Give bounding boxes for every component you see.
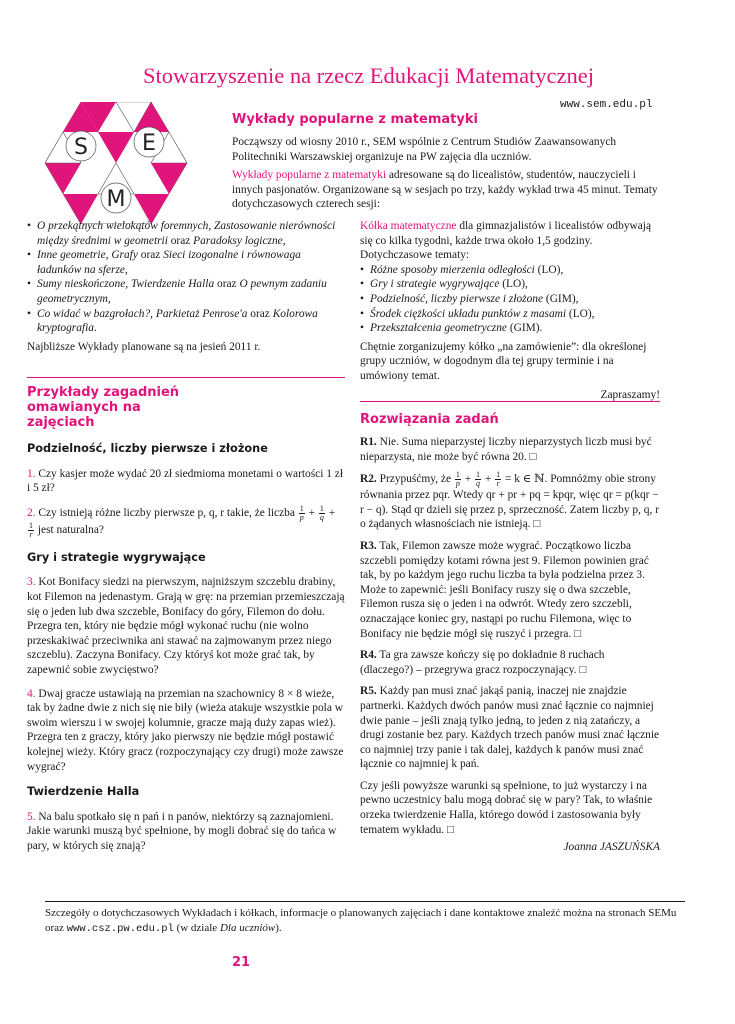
fraction-1-over-p: $\frac{1}{p}$: [299, 503, 304, 522]
footnote: Szczegóły o dotychczasowych Wykładach i kółkach, informacje o planowanych zajęciach i dane kontaktowe znaleźć można na stronach SEMu oraz www.csz.pw.edu.pl (w dziale Dla uczniów).: [45, 907, 677, 935]
session-item: • O przekątnych wielokątów foremnych, Zastosowanie nierówności między średnimi w geometrii oraz Paradoksy logiczne,: [27, 219, 345, 248]
solutions-heading: Rozwiązania zadań: [360, 412, 499, 427]
sem-url[interactable]: www.sem.edu.pl: [560, 99, 653, 111]
csz-url[interactable]: www.csz.pw.edu.pl: [66, 923, 174, 935]
solution-5: R5. Każdy pan musi znać jakąś panią, inaczej nie znajdzie partnerki. Każdych dwóch panów musi znać łącznie co najmniej dwie panie – jeśli znają tylko jedną, to jeden z nią zatańczy, a drugi zostanie bez pary. Każdych trzech panów musi znać łącznie co najmniej trzy panie i tak dalej, każdych k panów musi znać łącznie co najmniej k pań.: [360, 685, 660, 771]
topic-item: • Podzielność, liczby pierwsze i złożone (GIM),: [360, 292, 660, 307]
fraction-1-over-q: $\frac{1}{q}$: [319, 503, 324, 522]
lecture-sessions: [27, 219, 345, 354]
intro: [232, 135, 660, 216]
author: Joanna JASZUŃSKA: [563, 841, 660, 854]
fraction-1-over-r: $\frac{1}{r}$: [29, 520, 33, 539]
session-list: [27, 219, 345, 336]
logo-letter-e: E: [142, 131, 156, 156]
circles-link[interactable]: Kółka matematyczne: [360, 220, 457, 232]
divider-right: [360, 401, 660, 402]
topic-games: Gry i strategie wygrywające: [27, 550, 206, 564]
session-item: • Co widać w bazgrołach?, Parkietaż Penrose'a oraz Kolorowa kryptografia.: [27, 307, 345, 336]
sem-logo-graphic: [45, 102, 187, 224]
session-item: • Sumy nieskończone, Twierdzenie Halla oraz O pewnym zadaniu geometrycznym,: [27, 277, 345, 306]
page-title: Stowarzyszenie na rzecz Edukacji Matematycznej: [143, 63, 595, 88]
solution-2: R2. Przypuśćmy, że $\frac{1}{p}$ + $\frac{1}{q}$ + $\frac{1}{r}$ = k ∈ ℕ. Pomnóżmy obie strony równania przez pqr. Wtedy qr + pr + pq = kpqr, więc qr = p(kqr − r − q). Stąd qr dzieli się przez p, sprzeczność. Zatem liczby p, q, r o żądanych własnościach nie istnieją. □: [360, 470, 659, 531]
page-number: 21: [232, 955, 251, 970]
circle-topics: [360, 263, 660, 336]
problem-1: 1. Czy kasjer może wydać 20 zł siedmioma monetami o wartości 1 zł i 5 zł?: [27, 467, 344, 495]
topic-item: • Różne sposoby mierzenia odległości (LO),: [360, 263, 660, 278]
topic-hall: Twierdzenie Halla: [27, 785, 140, 799]
topic-divisibility: Podzielność, liczby pierwsze i złożone: [27, 442, 268, 455]
problem-5: 5. Na balu spotkało się n pań i n panów, niektórzy są zaznajomieni. Jakie warunki muszą być spełnione, by mogli dobrać się do tańca w pary, w których się znają?: [27, 810, 337, 852]
next-lectures-note: Najbliższe Wykłady planowane są na jesień 2011 r.: [27, 340, 261, 353]
solution-4: R4. Ta gra zawsze kończy się po dokładnie 8 ruchach (dlaczego?) – przegrywa gracz rozpoczynający. □: [360, 649, 605, 676]
closing-paragraph: Czy jeśli powyższe warunki są spełnione, to już wystarczy i na pewno uczestnicy balu mogą dobrać się w pary? Tak, to właśnie orzeka twierdzenie Halla, którego dowód i zastosowania były tematem wykładu. □: [360, 779, 653, 836]
fraction-1-over-r: $\frac{1}{r}$: [496, 470, 501, 489]
topic-item: • Gry i strategie wygrywające (LO),: [360, 277, 660, 292]
solutions-section: [360, 412, 660, 855]
fraction-1-over-p: $\frac{1}{p}$: [455, 470, 460, 489]
circles-intro: Kółka matematyczne dla gimnazjalistów i licealistów odbywają się co kilka tygodni, każde trwa około 1,5 godziny. Dotychczasowe tematy:: [360, 220, 652, 262]
fraction-1-over-q: $\frac{1}{q}$: [476, 470, 481, 489]
intro-paragraph-1: Począwszy od wiosny 2010 r., SEM wspólnie z Centrum Studiów Zaawansowanych Politechniki Warszawskiej organizuje na PW zajęcia dla uczniów.: [232, 136, 617, 163]
problems-heading: Przykłady zagadnień omawianych na zajęciach: [27, 385, 180, 430]
intro-paragraph-2: Wykłady popularne z matematyki adresowane są do licealistów, studentów, nauczycieli i innych pasjonatów. Organizowane są w sesjach po trzy, każdy wykład trwa 45 minut. Tematy dotychczasowych czterech sesji:: [232, 169, 658, 211]
invitation: Zapraszamy!: [600, 388, 660, 401]
problems-section: [27, 385, 345, 853]
solution-3: R3. Tak, Filemon zawsze może wygrać. Początkowo liczba szczebli pomiędzy kotami równa jest 9. Filemon powinien grać tak, by po każdym jego ruchu liczba ta była podzielna przez 3. Może to zapewnić: jeśli Bonifacy ruszy się o dwa szczeble, Filemon rusza się o jeden i na odwrót. Wtedy zero szczebli, oznaczające koniec gry, nastąpi po ruchu Filemona, więc to Bonifacy nie będzie mógł się ruszyć i przegra. □: [360, 539, 649, 640]
topic-item: • Środek ciężkości układu punktów z masami (LO),: [360, 307, 660, 322]
footer-divider: [45, 901, 685, 902]
problem-3: 3. Kot Bonifacy siedzi na pierwszym, najniższym szczeblu drabiny, kot Filemon na jedenastym. Grają w grę: na przemian przemieszczają się o jeden lub dwa szczeble, Bonifacy do góry, Filemon do dołu. Przegra ten, który nie będzie mógł wykonać ruchu (nie wolno przeskakiwać przeciwnika ani stawać na zajmowanym przez niego szczeblu). Zaczyna Bonifacy. Czy któryś kot może grać tak, by zapewnić sobie zwycięstwo?: [27, 576, 345, 676]
logo-letter-s: S: [74, 135, 88, 160]
solution-1: R1. Nie. Suma nieparzystej liczby nieparzystych liczb musi być nieparzysta, nie może być równa 20. □: [360, 436, 652, 463]
problem-2: 2. Czy istnieją różne liczby pierwsze p, q, r takie, że liczba $\frac{1}{p}$ + $\frac{1}{q}$ + $\frac{1}{r}$ jest naturalna?: [27, 503, 336, 539]
on-demand-note: Chętnie zorganizujemy kółko „na zamówienie”: dla określonej grupy uczniów, w dogodnym dla tej grupy terminie i na umówiony temat.: [360, 340, 647, 382]
problem-4: 4. Dwaj gracze ustawiają na przemian na szachownicy 8 × 8 wieże, tak by żadne dwie z nich się nie biły (wieża atakuje wszystkie pola w swoim wierszu i w swojej kolumnie, gracze mają duży zapas wież). Przegra ten z graczy, który jako pierwszy nie będzie mógł postawić kolejnej wieży. Który gracz (rozpoczynający czy drugi) może zawsze wygrać?: [27, 687, 344, 773]
lectures-link[interactable]: Wykłady popularne z matematyki: [232, 169, 386, 182]
circles-section: [360, 219, 660, 402]
divider-left: [27, 377, 345, 378]
section-subtitle: Wykłady popularne z matematyki: [232, 112, 478, 127]
topic-item: • Przekształcenia geometryczne (GIM).: [360, 321, 660, 336]
sem-logo: [45, 102, 187, 224]
session-item: • Inne geometrie, Grafy oraz Sieci izogonalne i równowaga ładunków na sferze,: [27, 248, 345, 277]
logo-letter-m: M: [106, 187, 126, 212]
